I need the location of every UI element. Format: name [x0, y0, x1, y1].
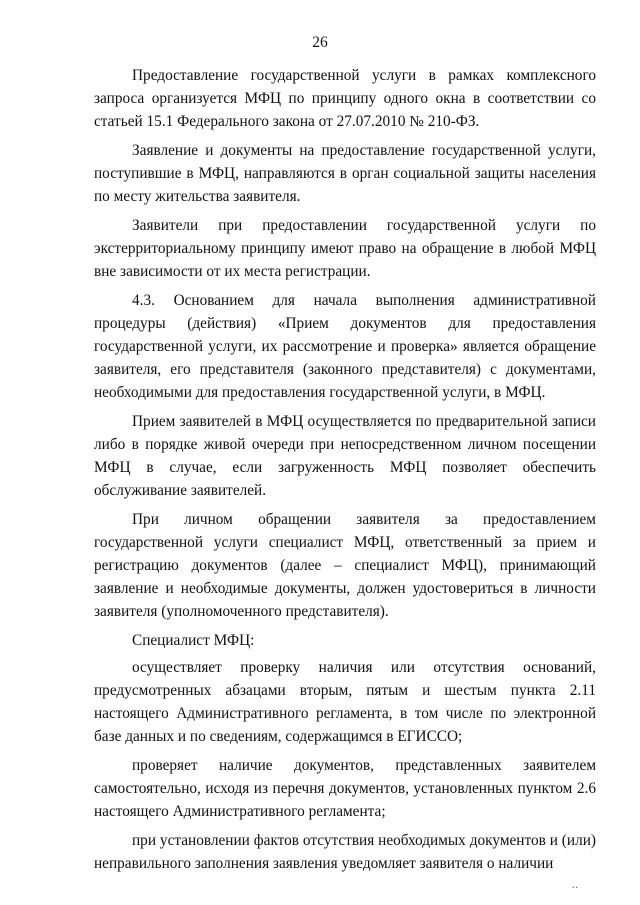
paragraph-extraterritorial-principle: Заявители при предоставлении государственной услуги по экстерриториальному принципу имеют право на обращение в любой МФЦ вне зависимости от их места регистрации. [94, 217, 596, 280]
paragraph-complex-request: Предоставление государственной услуги в рамках комплексного запроса организуется МФЦ по принципу одного окна в соответствии со статьей 15.1 Федерального закона от 27.07.2010 № 210-ФЗ. [94, 67, 596, 130]
paragraph-checks-documents: проверяет наличие документов, представленных заявителем самостоятельно, исходя из перечня документов, установленных пунктом 2.6 настоящего Административного регламента; [94, 757, 596, 820]
paragraph-missing-documents: при установлении фактов отсутствия необходимых документов и (или) неправильного заполнения заявления уведомляет заявителя о наличии [94, 832, 596, 872]
paragraph-4-3-procedure-basis: 4.3. Основанием для начала выполнения административной процедуры (действия) «Прием документов для предоставления государственной услуги, их рассмотрение и проверка» является обращение заявителя, его представителя (законного представителя) с документами, необходимыми для предоставления государственной услуги, в МФЦ. [94, 292, 596, 401]
paragraph-application-routing: Заявление и документы на предоставление государственной услуги, поступившие в МФЦ, направляются в орган социальной защиты населения по месту жительства заявителя. [94, 142, 596, 205]
paragraph-identity-verification: При личном обращении заявителя за предоставлением государственной услуги специалист МФЦ, ответственный за прием и регистрацию документов (далее – специалист МФЦ), принимающий заявление и необходимые документы, должен удостовериться в личности заявителя (уполномоченного представителя). [94, 511, 596, 620]
document-body [94, 64, 596, 881]
corner-mark: .. [572, 880, 579, 891]
paragraph-checks-grounds: осуществляет проверку наличия или отсутствия оснований, предусмотренных абзацами вторым, пятым и шестым пункта 2.11 настоящего Административного регламента, в том числе по электронной базе данных и по сведениям, содержащимся в ЕГИССО; [94, 659, 596, 745]
paragraph-reception-order: Прием заявителей в МФЦ осуществляется по предварительной записи либо в порядке живой очереди при непосредственном личном посещении МФЦ в случае, если загруженность МФЦ позволяет обеспечить обслуживание заявителей. [94, 413, 596, 499]
paragraph-specialist-heading: Специалист МФЦ: [132, 632, 255, 649]
page-number: 26 [312, 34, 328, 51]
